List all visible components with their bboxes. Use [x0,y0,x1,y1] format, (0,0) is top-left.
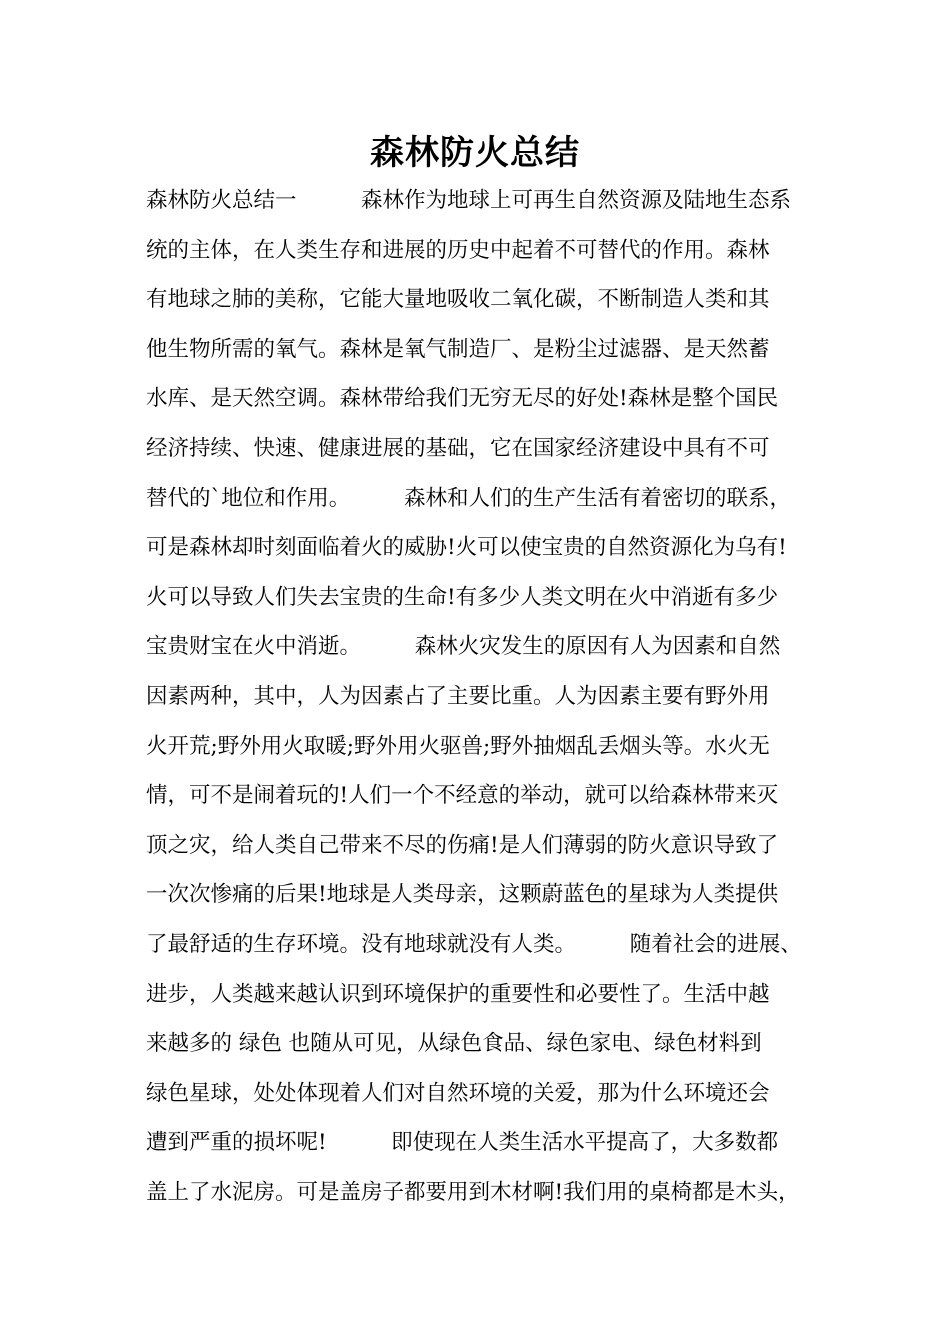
body-line: 顶之灾，给人类自己带来不尽的伤痛!是人们薄弱的防火意识导致了 [146,832,779,858]
document-title: 森林防火总结 [370,133,580,173]
body-line: 来越多的 绿色 也随从可见，从绿色食品、绿色家电、绿色材料到 [146,1031,762,1057]
body-line: 水库、是天然空调。森林带给我们无穷无尽的好处!森林是整个国民 [146,386,779,412]
body-line: 经济持续、快速、健康进展的基础，它在国家经济建设中具有不可 [146,435,770,461]
body-line: 情，可不是闹着玩的!人们一个不经意的举动，就可以给森林带来灭 [146,783,779,809]
body-line: 了最舒适的生存环境。没有地球就没有人类。 随着社会的进展、 [146,931,802,957]
body-line: 替代的`地位和作用。 森林和人们的生产生活有着密切的联系， [146,485,792,511]
document-body [146,176,836,1217]
body-line: 盖上了水泥房。可是盖房子都要用到木材啊!我们用的桌椅都是木头， [146,1179,800,1205]
body-line: 遭到严重的损坏呢! 即使现在人类生活水平提高了，大多数都 [146,1130,779,1156]
body-line: 森林防火总结一 森林作为地球上可再生自然资源及陆地生态系 [146,188,792,213]
body-line: 可是森林却时刻面临着火的威胁!火可以使宝贵的自然资源化为乌有! [146,535,787,561]
body-line: 一次次惨痛的后果!地球是人类母亲，这颗蔚蓝色的星球为人类提供 [146,882,779,908]
body-line: 火可以导致人们失去宝贵的生命!有多少人类文明在火中消逝有多少 [146,584,779,610]
body-line: 统的主体，在人类生存和进展的历史中起着不可替代的作用。森林 [146,237,770,263]
body-line: 绿色星球，处处体现着人们对自然环境的关爱，那为什么环境还会 [146,1080,770,1106]
body-line: 他生物所需的氧气。森林是氧气制造厂、是粉尘过滤器、是天然蓄 [146,336,770,362]
body-line: 有地球之肺的美称，它能大量地吸收二氧化碳，不断制造人类和其 [146,287,770,313]
body-line: 因素两种，其中，人为因素占了主要比重。人为因素主要有野外用 [146,683,770,709]
body-line: 进步，人类越来越认识到环境保护的重要性和必要性了。生活中越 [146,981,770,1007]
body-line: 宝贵财宝在火中消逝。 森林火灾发生的原因有人为因素和自然 [146,634,781,660]
body-line: 火开荒;野外用火取暖;野外用火驱兽;野外抽烟乱丢烟头等。水火无 [146,733,770,759]
